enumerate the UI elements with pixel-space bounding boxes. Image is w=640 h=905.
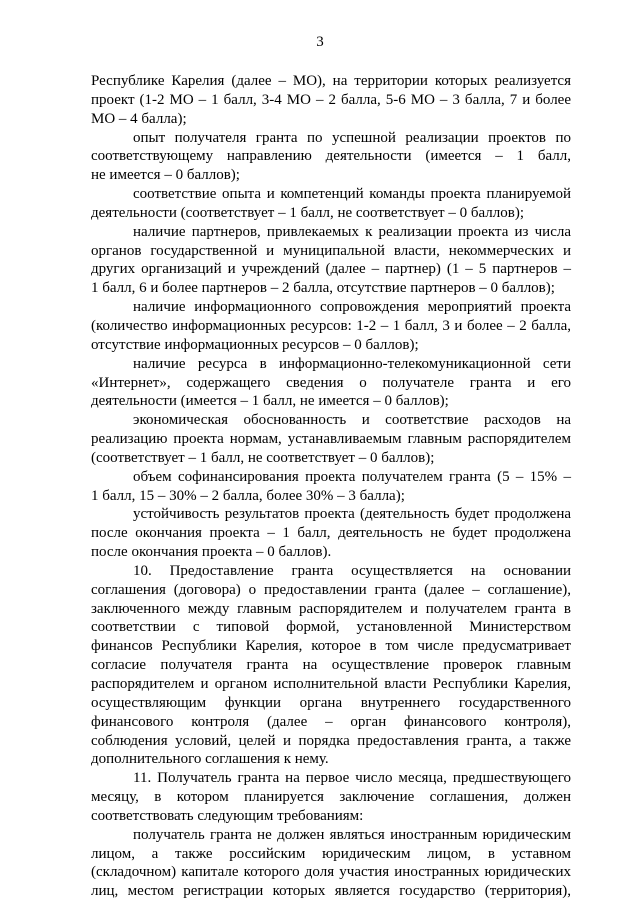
text-line: устойчивость результатов проекта (деятельность будет продолжена [133, 506, 571, 523]
text-line: наличие информационного сопровождения мероприятий проекта [133, 299, 571, 316]
text-line: отсутствие информационных ресурсов – 0 баллов); [91, 336, 419, 353]
text-line: не имеется – 0 баллов); [91, 167, 240, 184]
text-line: реализацию проекта нормам, устанавливаемым главным распорядителем [91, 431, 571, 448]
text-line: 10. Предоставление гранта осуществляется на основании [133, 562, 571, 579]
text-line: 11. Получатель гранта на первое число месяца, предшествующего [133, 770, 571, 787]
text-line: после окончания проекта – 0 баллов). [91, 544, 332, 561]
text-line: финансового контроля (далее – орган финансового контроля), [91, 713, 571, 730]
text-line: финансов Республики Карелия, которое в том числе предусматривает [91, 638, 571, 655]
text-line: экономическая обоснованность и соответствие расходов на [133, 412, 571, 429]
text-line: наличие ресурса в информационно-телекомуникационной сети [133, 355, 571, 372]
text-line: (соответствует – 1 балл, не соответствует – 0 баллов); [91, 449, 435, 466]
text-line: 1 балл, 15 – 30% – 2 балла, более 30% – 3 балла); [91, 487, 405, 504]
text-line: деятельности (соответствует – 1 балл, не соответствует – 0 баллов); [91, 204, 524, 221]
text-line: соответствие опыта и компетенций команды проекта планируемой [133, 186, 571, 203]
text-line: соблюдения условий, целей и порядка предоставления гранта, а также [91, 732, 571, 749]
text-line: объем софинансирования проекта получателем гранта (5 – 15% – [133, 468, 571, 485]
text-line: лиц, местом регистрации которых является государство (территория), [91, 883, 571, 900]
text-line: «Интернет», содержащего сведения о получателе гранта и его [91, 374, 571, 391]
text-line: распорядителем и органом исполнительной власти Республики Карелия, [91, 676, 571, 692]
page-number: 3 [316, 34, 324, 50]
text-line: наличие партнеров, привлекаемых к реализации проекта из числа [133, 223, 571, 240]
text-line: дополнительного соглашения к нему. [91, 751, 329, 768]
text-line: опыт получателя гранта по успешной реализации проектов по [133, 129, 571, 146]
text-line: (количество информационных ресурсов: 1-2 – 1 балл, 3 и более – 2 балла, [91, 317, 571, 334]
text-line: месяцу, в котором планируется заключение соглашения, должен [91, 789, 571, 806]
text-line: соглашения (договора) о предоставлении гранта (далее – соглашение), [91, 581, 571, 598]
text-line: соответствующему направлению деятельности (имеется – 1 балл, [91, 148, 571, 165]
text-line: 1 балл, 6 и более партнеров – 2 балла, отсутствие партнеров – 0 баллов); [91, 280, 555, 297]
document-body [91, 72, 571, 901]
text-line: лицом, а также российским юридическим лицом, в уставном [91, 845, 571, 862]
text-line: МО – 4 балла); [91, 110, 187, 127]
text-line: после окончания проекта – 1 балл, деятельность не будет продолжена [91, 525, 571, 542]
text-line: осуществляющим функции органа внутреннего государственного [91, 694, 571, 711]
text-line: согласие получателя гранта на осуществление проверок главным [91, 657, 571, 674]
text-line: Республике Карелия (далее – МО), на территории которых реализуется [91, 73, 571, 89]
text-line: органов государственной и муниципальной власти, некоммерческих и [91, 242, 571, 259]
text-line: других организаций и учреждений (далее – партнер) (1 – 5 партнеров – [91, 261, 571, 278]
text-line: заключенного между главным распорядителем и получателем гранта в [91, 600, 571, 617]
text-line: соответствовать следующим требованиям: [91, 807, 364, 824]
text-line: получатель гранта не должен являться иностранным юридическим [133, 826, 571, 843]
text-line: соответствии с типовой формой, установленной Министерством [91, 619, 571, 636]
text-line: (складочном) капитале которого доля участия иностранных юридических [91, 864, 571, 881]
text-line: проект (1-2 МО – 1 балл, 3-4 МО – 2 балла, 5-6 МО – 3 балла, 7 и более [91, 91, 571, 108]
text-line: деятельности (имеется – 1 балл, не имеется – 0 баллов); [91, 393, 449, 410]
